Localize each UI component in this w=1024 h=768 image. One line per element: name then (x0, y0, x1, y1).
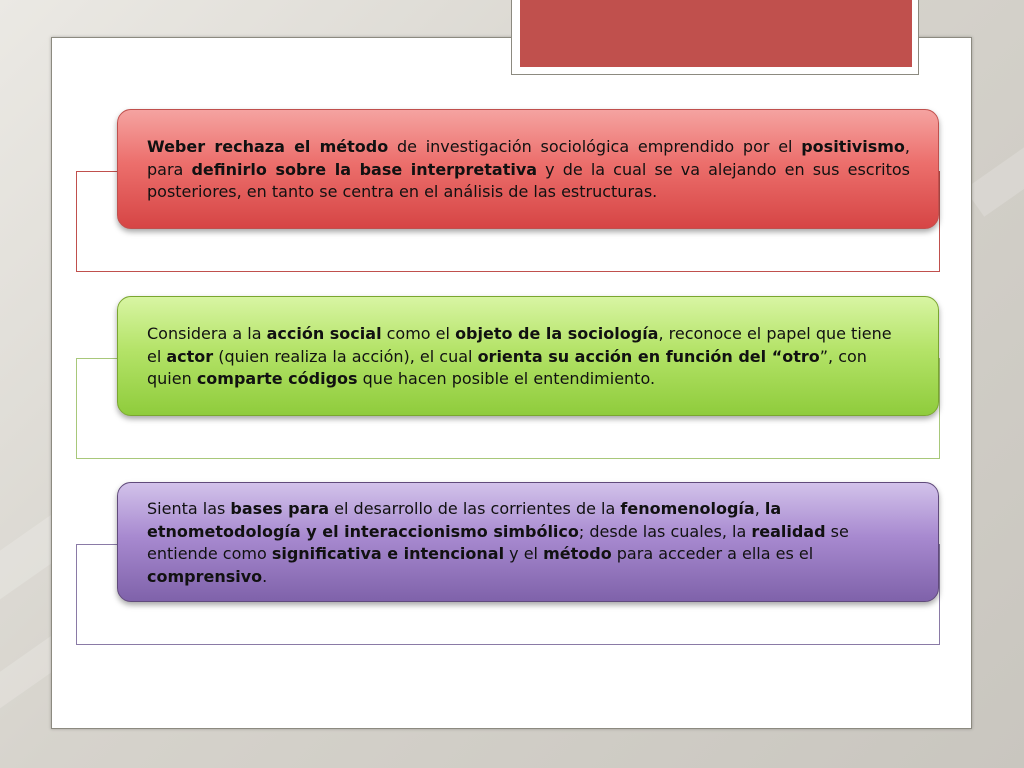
bold-text-segment: fenomenología (620, 499, 755, 518)
bold-text-segment: positivismo (801, 137, 905, 157)
text-segment: Sienta las (147, 499, 231, 518)
bold-text-segment: bases para (230, 499, 330, 518)
card-foundations (117, 482, 939, 602)
background-stripe (965, 97, 1024, 217)
text-segment: . (262, 566, 268, 586)
text-segment: ”, con quien (147, 346, 867, 389)
text-segment: ; desde las cuales, la (578, 521, 752, 541)
card-text (147, 323, 910, 391)
bold-text-segment: realidad (751, 521, 826, 541)
bold-text-segment: objeto de la sociología (455, 324, 659, 344)
card-weber-method (117, 109, 939, 229)
text-segment: , (754, 499, 765, 518)
text-segment: como el (381, 324, 456, 344)
text-segment: (quien realiza la acción), el cual (213, 346, 478, 366)
text-segment: de investigación sociológica emprendido por el (388, 137, 802, 157)
bold-text-segment: comprensivo (147, 566, 263, 586)
bold-text-segment: acción social (266, 324, 382, 344)
text-segment: para acceder a ella es el (611, 544, 814, 563)
text-segment: y de la cual se va alejando en sus escritos posteriores, en tanto se centra en el análisis de las estructuras. (147, 159, 911, 202)
bold-text-segment: comparte códigos (196, 369, 358, 389)
card-text (147, 136, 910, 204)
text-segment: , reconoce el papel que tiene el (147, 324, 892, 366)
card-text (147, 498, 910, 588)
bold-text-segment: método (543, 544, 612, 563)
text-segment: el desarrollo de las corrientes de la (329, 499, 621, 518)
text-segment: que hacen posible el entendimiento. (357, 369, 656, 389)
bold-text-segment: actor (166, 346, 214, 366)
bold-text-segment: significativa e intencional (271, 544, 505, 563)
title-bar (520, 0, 912, 67)
text-segment: Considera a la (147, 324, 267, 344)
card-social-action (117, 296, 939, 416)
text-segment: y el (504, 544, 544, 563)
bold-text-segment: definirlo sobre la base interpretativa (191, 159, 538, 179)
bold-text-segment: Weber rechaza el método (147, 137, 389, 157)
bold-text-segment: orienta su acción en función del “otro (477, 346, 820, 366)
text-segment: , para (147, 137, 910, 179)
text-segment: se entiende como (147, 521, 849, 563)
bold-text-segment: la etnometodología y el interaccionismo simbólico (147, 499, 782, 541)
